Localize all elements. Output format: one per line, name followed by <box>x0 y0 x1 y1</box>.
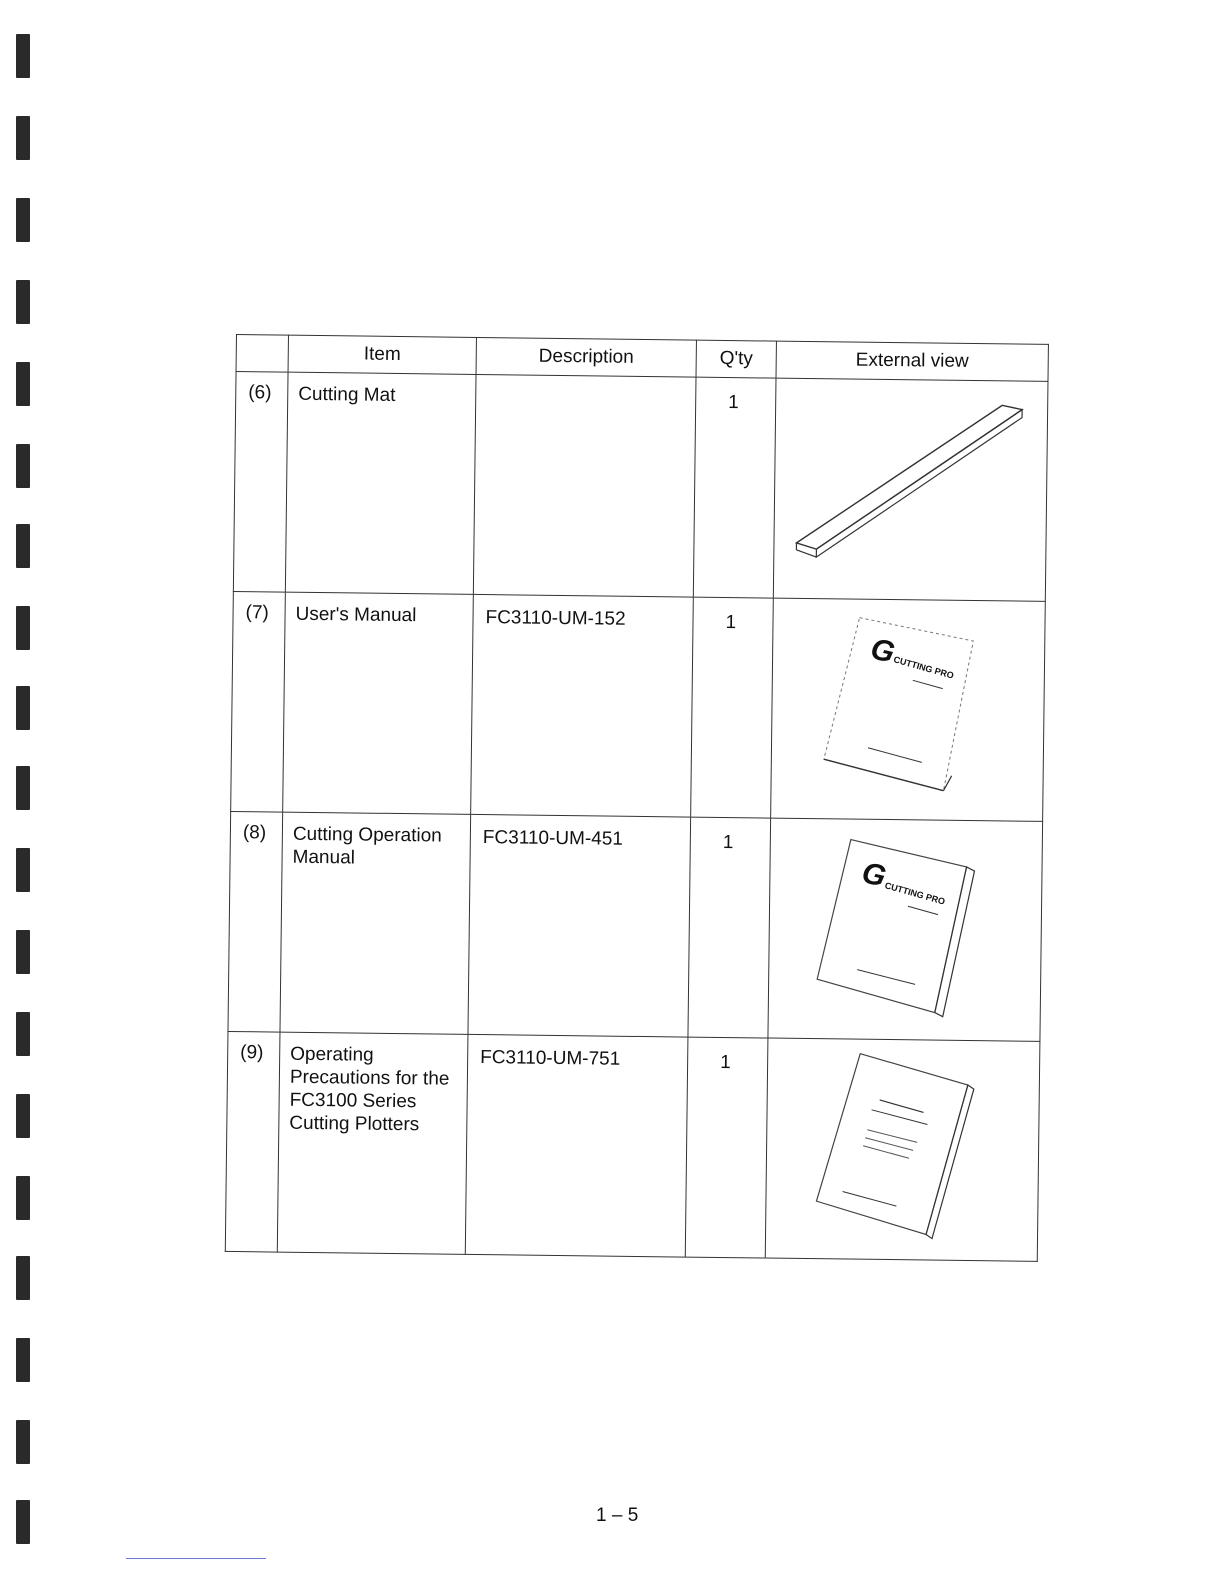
binding-marks <box>16 0 56 1584</box>
header-external-view: External view <box>776 341 1048 381</box>
row-item: Cutting Operation Manual <box>280 812 471 1034</box>
header-item: Item <box>288 335 476 374</box>
accessories-table <box>225 334 1047 1208</box>
table-row <box>228 811 1043 1041</box>
header-description: Description <box>476 337 696 377</box>
row-qty: 1 <box>688 817 771 1038</box>
svg-text:CUTTING PRO: CUTTING PRO <box>892 654 955 681</box>
row-external-view <box>768 818 1043 1041</box>
row-item: Operating Precautions for the FC3100 Series Cutting Plotters <box>277 1032 468 1254</box>
row-description <box>473 374 696 597</box>
row-item: Cutting Mat <box>285 372 476 594</box>
table-row <box>233 372 1048 602</box>
header-qty: Q'ty <box>696 340 776 378</box>
cutting-mat-icon <box>774 379 1048 587</box>
binding-mark <box>16 1094 30 1138</box>
row-description: FC3110-UM-451 <box>468 814 691 1037</box>
page-number: 1 – 5 <box>596 1505 639 1526</box>
row-item: User's Manual <box>283 592 474 814</box>
binding-mark <box>16 606 30 650</box>
header-number <box>236 335 288 373</box>
svg-text:G: G <box>858 856 889 894</box>
binding-mark <box>16 362 30 406</box>
row-number: (8) <box>228 811 283 1032</box>
binding-mark <box>16 116 30 160</box>
manual-cover-icon <box>769 819 1043 1027</box>
binding-mark <box>16 1420 30 1464</box>
row-description: FC3110-UM-751 <box>465 1034 688 1257</box>
manual-cover-icon <box>771 599 1045 807</box>
binding-mark <box>16 1338 30 1382</box>
binding-mark <box>16 524 30 568</box>
binding-mark <box>16 848 30 892</box>
binding-mark <box>16 444 30 488</box>
row-qty: 1 <box>693 377 776 598</box>
binding-mark <box>16 1256 30 1300</box>
row-qty: 1 <box>685 1037 768 1258</box>
binding-mark <box>16 930 30 974</box>
binding-mark <box>16 1500 30 1544</box>
row-external-view <box>771 598 1046 821</box>
svg-text:G: G <box>867 632 898 670</box>
svg-text:CUTTING PRO: CUTTING PRO <box>883 880 947 907</box>
row-external-view <box>765 1038 1040 1261</box>
binding-mark <box>16 1012 30 1056</box>
row-number: (7) <box>231 591 286 812</box>
row-external-view <box>773 378 1048 601</box>
binding-mark <box>16 686 30 730</box>
row-number: (9) <box>225 1031 280 1252</box>
binding-mark <box>16 280 30 324</box>
binding-mark <box>16 198 30 242</box>
footer-rule <box>126 1558 266 1559</box>
booklet-icon <box>766 1039 1040 1247</box>
binding-mark <box>16 1176 30 1220</box>
table-row <box>225 1031 1040 1261</box>
row-description: FC3110-UM-152 <box>471 594 694 817</box>
row-qty: 1 <box>691 597 774 818</box>
binding-mark <box>16 766 30 810</box>
table-row <box>231 591 1046 821</box>
binding-mark <box>16 34 30 78</box>
row-number: (6) <box>233 372 288 593</box>
